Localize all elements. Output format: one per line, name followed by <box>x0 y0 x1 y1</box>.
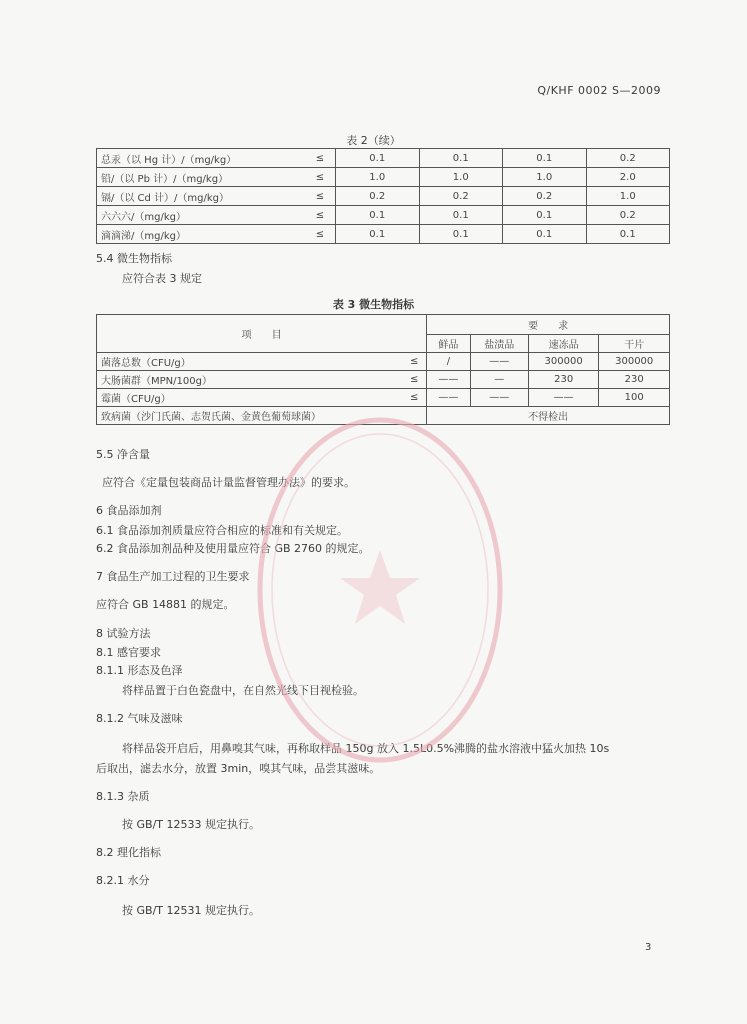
table3-value: / <box>427 353 470 371</box>
table2-item-name: 镉/（以 Cd 计）/（mg/kg） <box>97 187 306 206</box>
table2-value: 0.2 <box>503 187 587 206</box>
table2-value: 0.1 <box>419 206 503 225</box>
table3-pathogen-name: 致病菌（沙门氏菌、志贺氏菌、金黄色葡萄球菌） <box>97 407 427 425</box>
table2-row <box>97 206 670 225</box>
table2-value: 1.0 <box>586 187 670 206</box>
section-8-1-2-body-line1: 将样品袋开启后，用鼻嗅其气味，再称取样品 150g 放入 1.5L0.5%沸腾的盐水溶液中猛火加热 10s <box>122 742 610 755</box>
table2-value: 0.2 <box>336 187 420 206</box>
table2-value: 0.2 <box>586 149 670 168</box>
table2-value: 1.0 <box>419 168 503 187</box>
table2-row <box>97 187 670 206</box>
less-equal-symbol: ≤ <box>402 371 427 389</box>
table2-value: 0.1 <box>336 206 420 225</box>
table3-col-header: 鲜品 <box>427 335 470 353</box>
table2-item-name: 铅/（以 Pb 计）/（mg/kg） <box>97 168 306 187</box>
section-5-4-body: 应符合表 3 规定 <box>122 272 202 285</box>
red-seal-stamp <box>240 400 520 780</box>
table2-value: 0.1 <box>336 149 420 168</box>
section-6-1: 6.1 食品添加剂质量应符合相应的标准和有关规定。 <box>96 524 348 537</box>
section-7-body: 应符合 GB 14881 的规定。 <box>96 598 235 611</box>
table3-value: —— <box>528 389 599 407</box>
table2-value: 0.1 <box>503 149 587 168</box>
table2-item-name: 滴滴涕/（mg/kg） <box>97 225 306 244</box>
section-8-1-1-title: 8.1.1 形态及色泽 <box>96 664 183 677</box>
section-8-1: 8.1 感官要求 <box>96 646 161 659</box>
section-8-title: 8 试验方法 <box>96 627 151 640</box>
table3-row <box>97 353 670 371</box>
section-7-title: 7 食品生产加工过程的卫生要求 <box>96 570 250 583</box>
table2-value: 0.1 <box>419 149 503 168</box>
table2-caption: 表 2（续） <box>346 134 401 147</box>
page-number: 3 <box>645 942 652 953</box>
table3-value: — <box>470 371 528 389</box>
table2-item-name: 六六六/（mg/kg） <box>97 206 306 225</box>
table3-col-header: 干片 <box>599 335 670 353</box>
table3-value: —— <box>470 353 528 371</box>
section-8-1-2-body-line2: 后取出，滤去水分，放置 3min，嗅其气味，品尝其滋味。 <box>96 762 381 775</box>
table3-value: 230 <box>599 371 670 389</box>
table3-item-name: 菌落总数（CFU/g） <box>97 353 403 371</box>
table2-value: 1.0 <box>336 168 420 187</box>
less-equal-symbol: ≤ <box>305 149 336 168</box>
section-8-2-title: 8.2 理化指标 <box>96 846 161 859</box>
table2 <box>96 148 670 244</box>
section-8-1-3-title: 8.1.3 杂质 <box>96 790 150 803</box>
section-8-2-1-body: 按 GB/T 12531 规定执行。 <box>122 904 260 917</box>
section-5-4-title: 5.4 微生物指标 <box>96 252 172 265</box>
table3-value: —— <box>470 389 528 407</box>
less-equal-symbol: ≤ <box>305 206 336 225</box>
table3-value: —— <box>427 371 470 389</box>
table3-caption: 表 3 微生物指标 <box>332 298 415 311</box>
section-8-1-3-body: 按 GB/T 12533 规定执行。 <box>122 818 260 831</box>
table3-col-header: 速冻品 <box>528 335 599 353</box>
table2-row <box>97 149 670 168</box>
table2-value: 0.2 <box>586 206 670 225</box>
table2-value: 0.1 <box>336 225 420 244</box>
less-equal-symbol: ≤ <box>305 187 336 206</box>
table2-value: 0.1 <box>503 225 587 244</box>
table2-value: 0.1 <box>503 206 587 225</box>
section-8-2-1-title: 8.2.1 水分 <box>96 874 150 887</box>
section-5-5-body: 应符合《定量包装商品计量监督管理办法》的要求。 <box>102 476 355 489</box>
table2-row <box>97 168 670 187</box>
less-equal-symbol: ≤ <box>305 168 336 187</box>
less-equal-symbol: ≤ <box>305 225 336 244</box>
less-equal-symbol: ≤ <box>402 389 427 407</box>
section-8-1-2-title: 8.1.2 气味及滋味 <box>96 712 183 725</box>
table3-col-header: 盐渍品 <box>470 335 528 353</box>
table3-pathogen-value: 不得检出 <box>427 407 670 425</box>
table2-value: 1.0 <box>503 168 587 187</box>
section-6-title: 6 食品添加剂 <box>96 504 162 517</box>
less-equal-symbol: ≤ <box>402 353 427 371</box>
table3-item-name: 大肠菌群（MPN/100g） <box>97 371 403 389</box>
table3-value: 230 <box>528 371 599 389</box>
section-6-2: 6.2 食品添加剂品种及使用量应符合 GB 2760 的规定。 <box>96 542 370 555</box>
table3-item-name: 霉菌（CFU/g） <box>97 389 403 407</box>
table3-value: —— <box>427 389 470 407</box>
table3-header-item: 项 目 <box>97 315 427 353</box>
table3-row <box>97 371 670 389</box>
table2-value: 0.2 <box>419 187 503 206</box>
table2-value: 0.1 <box>419 225 503 244</box>
table2-value: 2.0 <box>586 168 670 187</box>
document-code: Q/KHF 0002 S—2009 <box>537 84 661 97</box>
seal-star <box>340 550 420 624</box>
table3-header-req: 要 求 <box>427 315 670 335</box>
table2-value: 0.1 <box>586 225 670 244</box>
section-8-1-1-body: 将样品置于白色瓷盘中，在自然光线下目视检验。 <box>122 684 364 697</box>
section-5-5-title: 5.5 净含量 <box>96 448 150 461</box>
table2-item-name: 总汞（以 Hg 计）/（mg/kg） <box>97 149 306 168</box>
table3-value: 300000 <box>599 353 670 371</box>
table3-value: 100 <box>599 389 670 407</box>
table3-value: 300000 <box>528 353 599 371</box>
table2-row <box>97 225 670 244</box>
